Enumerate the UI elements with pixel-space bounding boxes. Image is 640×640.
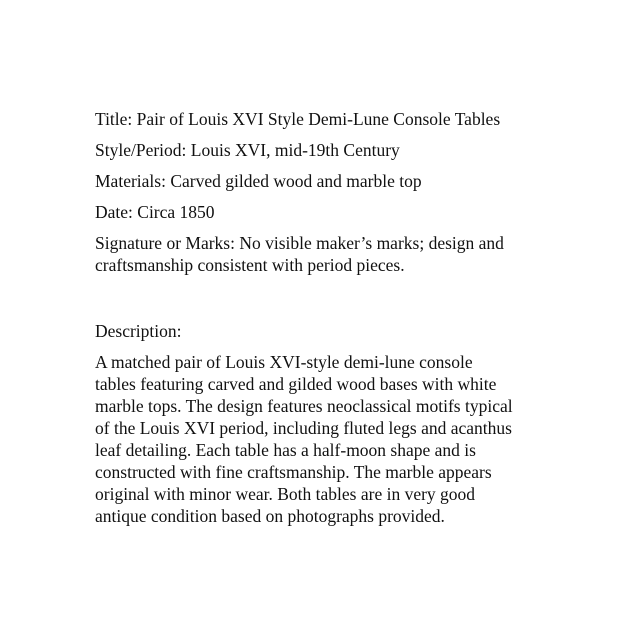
description-line: A matched pair of Louis XVI-style demi-lune console xyxy=(95,352,473,372)
materials-field: Materials: Carved gilded wood and marble top xyxy=(95,171,422,191)
signature-field xyxy=(95,232,615,276)
date-field: Date: Circa 1850 xyxy=(95,202,215,222)
description-paragraph xyxy=(95,351,615,527)
signature-line: Signature or Marks: No visible maker’s marks; design and xyxy=(95,233,504,253)
description-line: antique condition based on photographs provided. xyxy=(95,506,445,526)
description-heading: Description: xyxy=(95,321,182,341)
document-body xyxy=(95,108,615,527)
description-line: constructed with fine craftsmanship. The marble appears xyxy=(95,462,492,482)
description-line: original with minor wear. Both tables are in very good xyxy=(95,484,476,504)
description-line: of the Louis XVI period, including fluted legs and acanthus xyxy=(95,418,512,438)
description-line: tables featuring carved and gilded wood bases with white xyxy=(95,374,497,394)
description-line: marble tops. The design features neoclassical motifs typical xyxy=(95,396,513,416)
signature-line: craftsmanship consistent with period pieces. xyxy=(95,255,405,275)
description-line: leaf detailing. Each table has a half-moon shape and is xyxy=(95,440,476,460)
style-period-field: Style/Period: Louis XVI, mid-19th Century xyxy=(95,140,400,160)
title-field: Title: Pair of Louis XVI Style Demi-Lune Console Tables xyxy=(95,109,501,129)
